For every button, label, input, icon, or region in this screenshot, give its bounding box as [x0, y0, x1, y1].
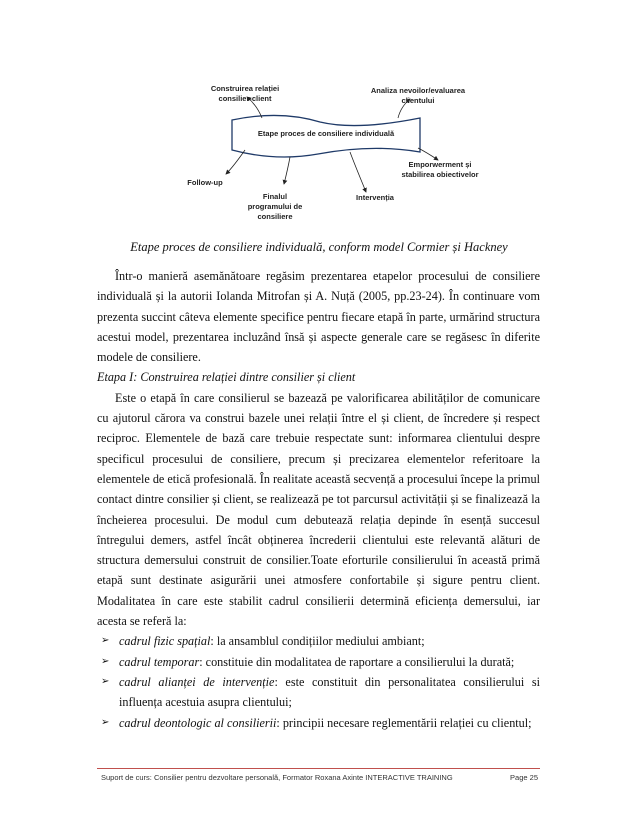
arrow-to-stage-6 [226, 150, 245, 174]
arrow-bullet-icon: ➢ [101, 655, 110, 667]
list-item-term: cadrul temporar [119, 654, 200, 669]
list-item-text: : la ansamblul condițiilor mediului ambiant; [210, 634, 425, 649]
arrow-bullet-icon: ➢ [101, 635, 110, 647]
center-label: Etape proces de consiliere individuală [257, 129, 395, 138]
arrow-bullet-icon: ➢ [101, 675, 110, 687]
list-item-text: : constituie din modalitatea de raportare a consilierului la durată; [199, 654, 515, 669]
list-item-text: : este constituit din personalitatea consilierului si influența acestuia asupra clientului; [119, 674, 541, 710]
page-footer [97, 768, 540, 782]
section-heading: Etapa I: Construirea relației dintre consilier și client [97, 370, 356, 385]
list-item [97, 631, 540, 651]
stage-3-label: Emporwerment și stabilirea obiectivelor [401, 160, 479, 179]
list-item [97, 713, 540, 733]
stage-2-label: Analiza nevoilor/evaluarea clientului [370, 86, 466, 105]
arrow-to-stage-4 [350, 152, 366, 192]
list-item-term: cadrul deontologic al consilierii [119, 715, 277, 730]
bullet-list [97, 631, 540, 732]
footer-text: Suport de curs: Consilier pentru dezvoltare personală, Formator Roxana Axinte INTERACTIVE TRAINING [101, 773, 453, 782]
figure-caption: Etape proces de consiliere individuală, conform model Cormier și Hackney [130, 240, 508, 254]
body-text [97, 266, 540, 733]
arrow-to-stage-3 [418, 148, 438, 160]
diagram-arrows [0, 0, 638, 230]
list-item [97, 652, 540, 672]
stage-5-label: Finalul programului de consiliere [247, 192, 303, 221]
arrow-to-stage-5 [284, 157, 290, 184]
intro-paragraph: Într-o manieră asemănătoare regăsim prezentarea etapelor procesului de consiliere individuală și la autorii Iolanda Mitrofan și A. Nuță (2005, pp.23-24). În continuare vom prezenta succint câteva elemente specifice pentru fiecare etapă în parte, urmărind structura acestui model, prezentarea incluzând însă și aspecte generale care se regăsesc în diferite modele de consiliere. [97, 269, 540, 365]
page-number: Page 25 [510, 773, 538, 782]
list-item-term: cadrul fizic spațial [119, 634, 211, 649]
stage-1-label: Construirea relației consilier-client [210, 84, 280, 103]
list-item-term: cadrul alianței de intervenție [119, 674, 275, 689]
list-item [97, 672, 540, 713]
process-diagram [0, 0, 638, 230]
list-item-text: : principii necesare reglementării relației cu clientul; [276, 715, 532, 730]
main-paragraph: Este o etapă în care consilierul se bazează pe valorificarea abilităților de comunicare cu ajutorul cărora va construi bazele unei relații între el și client, de încredere și respect reciproc. Elementele de bază care trebuie respectate sunt: informarea clientului despre specificul procesului de consiliere, precum și precizarea elementelor referitoare la elementele de etică profesională. În realitate această secvență a procesului începe la primul contact dintre consilier și client, se realizează pe tot parcursul activității și se finalizează la încheierea procesului. De modul cum debutează relația depinde în esență succesul întregului demers, astfel încât obținerea încrederii clientului este relevantă alături de structura demersului construit de consilier.Toate eforturile consilierului în această primă etapă sunt destinate asigurării unei atmosfere confortabile și sigure pentru client. Modalitatea în care este stabilit cadrul consilierii determină eficiența demersului, iar acesta se referă la: [97, 390, 540, 629]
stage-6-label: Follow-up [187, 178, 223, 187]
arrow-bullet-icon: ➢ [101, 716, 110, 728]
stage-4-label: Intervenția [356, 193, 394, 202]
